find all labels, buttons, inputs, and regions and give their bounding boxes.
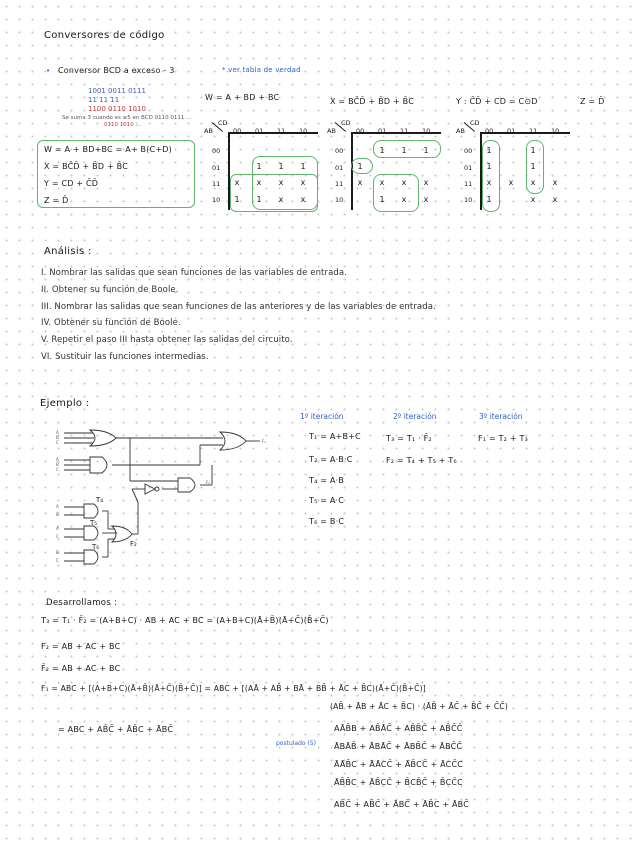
kmap-cell: x (423, 195, 429, 204)
and-gate-t6 (84, 550, 98, 564)
bcd-row-1: 1001 0011 0111 (88, 87, 146, 95)
kmap-cell: x (357, 178, 363, 187)
kmap-cell: 1 (234, 195, 240, 204)
result-row-4: ĀB̄B̄C + ĀB̄CC̄ + B̄CB̄C̄ + B̄CC̄C (334, 778, 463, 787)
analysis-step: II. Obtener su función de Boole. (41, 284, 179, 295)
kmap-cell: 1 (256, 195, 262, 204)
develop-line-3: F̄₂ = AB + AC + BC (41, 664, 121, 673)
kmap-row: 00 (212, 147, 221, 155)
kmap-cell: 1 (423, 146, 429, 155)
analysis-steps (41, 268, 436, 369)
kmap-col: 11 (529, 127, 538, 135)
iteration-1-heading: 1º iteración (300, 412, 344, 421)
result-row-1: AĀB̄B + AB̄ĀC̄ + AB̄B̄C̄ + AB̄C̄C̄ (334, 724, 463, 733)
kmap-row: 01 (335, 164, 344, 172)
kmap-cell: x (278, 178, 284, 187)
and-gate-t5 (84, 526, 98, 540)
develop-line-5: (AB̄ + ĀB + ĀC + B̄C) · (ĀB̄ + ĀC̄ + B̄C̄ + C̄C̄) (330, 702, 509, 711)
svg-text:B: B (56, 462, 59, 467)
bcd-caption: Se suma 3 cuando es ≥5 en BCD 0110 0111 ... (62, 115, 192, 121)
analysis-step: I. Nombrar las salidas que sean funciones de las variables de entrada. (41, 268, 347, 278)
kmap-cell: 1 (379, 195, 385, 204)
eq-t2: T₂ = A·B·C (309, 455, 353, 464)
kmap-cell: 1 (486, 195, 492, 204)
label-f2: F₂ (130, 540, 137, 548)
analysis-step: VI. Sustituir las funciones intermedias. (41, 351, 209, 362)
kmap-col: 00 (233, 127, 242, 135)
kmap-cell: 1 (486, 162, 492, 171)
kmap-group (373, 174, 419, 212)
equation-x: X = BC̄D̄ + B̄D + B̄C (44, 162, 129, 171)
kmap-row: 11 (212, 180, 221, 188)
kmap-cell: 1 (530, 162, 536, 171)
kmap-cell: x (423, 178, 429, 187)
kmap-col: 00 (485, 127, 494, 135)
develop-line-4: F₁ = ABC + [(A+B+C)(Ā+B̄)(Ā+C̄)(B̄+C̄)] = ABC + [(AĀ + AB̄ + BĀ + BB̄ + ĀC + B̄C)(Ā+C̄)(B̄+C̄)] (41, 684, 426, 693)
label-t5: T₅ (90, 519, 98, 527)
kmap-x (323, 118, 443, 210)
eq-f1: F₁ = T₂ + T₃ (478, 434, 528, 443)
kmap-cell: 1 (278, 162, 284, 171)
kmap-cell: x (530, 178, 536, 187)
svg-text:B: B (56, 550, 59, 555)
kmap-cell: 1 (401, 146, 407, 155)
label-out-f2: F₂ (206, 480, 210, 485)
label-t6: T₆ (92, 543, 100, 551)
and-gate-t2 (64, 457, 107, 473)
iteration-3-heading: 3º iteración (479, 412, 523, 421)
example-title: Ejemplo : (40, 398, 90, 409)
iteration-2-heading: 2º iteración (393, 412, 437, 421)
kmap-cell: x (379, 178, 385, 187)
kmap-col: 10 (422, 127, 431, 135)
svg-text:A: A (56, 504, 59, 509)
kmap-cell: x (278, 195, 284, 204)
kmap-group (373, 140, 441, 158)
kmap-cell: x (486, 178, 492, 187)
develop-line-2: F₂ = AB + AC + BC (41, 642, 121, 651)
and-gate-t4 (84, 504, 98, 518)
analysis-step: III. Nombrar las salidas que sean funciones de las anteriores y de las variables de entrada. (41, 301, 436, 312)
kmap-cell: x (234, 178, 240, 187)
eq-t6: T₆ = B·C (309, 517, 345, 526)
kmap-cell: 1 (486, 146, 492, 155)
label-t4: T₄ (96, 496, 104, 504)
develop-line-6: = ABC + AB̄C̄ + ĀB̄C + ĀBC̄ (58, 725, 174, 734)
see-table-note: * ver tabla de verdad (222, 66, 301, 74)
analysis-title: Análisis : (44, 246, 92, 257)
result-row-5: AB̄C̄ + AB̄C̄ + ĀBC̄ + ĀB̄C + ĀBC̄ (334, 800, 470, 809)
kmap-cell: x (300, 195, 306, 204)
kmap-z-title: Z = D̄ (580, 97, 605, 106)
kmap-y (452, 118, 572, 210)
kmap-w-title: W = A + BD + BC (205, 93, 280, 102)
page-title: Conversores de código (44, 30, 165, 41)
kmap-ab-label: AB (204, 127, 213, 135)
kmap-cell: 1 (379, 146, 385, 155)
not-gate (145, 484, 155, 494)
result-row-2: ĀBĀB̄ + ĀBĀC̄ + ĀBB̄C̄ + ĀBC̄C̄ (334, 742, 463, 751)
kmap-col: 11 (400, 127, 409, 135)
kmap-col: 01 (255, 127, 264, 135)
kmap-group (351, 158, 373, 174)
eq-t5: T₅ = A·C (309, 496, 345, 505)
kmap-cell: x (552, 178, 558, 187)
or-gate-f2 (112, 526, 132, 542)
kmap-cell: x (401, 195, 407, 204)
input-labels (56, 430, 59, 563)
equation-y: Y = CD + C̄D̄ (44, 179, 99, 188)
kmap-group (526, 140, 544, 194)
kmap-row: 11 (335, 180, 344, 188)
svg-text:C: C (56, 558, 59, 563)
kmap-cell: 1 (300, 162, 306, 171)
develop-line-1: T₃ = T₁ · F̄₂ = (A+B+C) · AB + AC + BC = (A+B+C)(Ā+B̄)(Ā+C̄)(B̄+C̄) (41, 616, 329, 625)
kmap-col: 10 (551, 127, 560, 135)
equation-z: Z = D̄ (44, 196, 69, 205)
kmap-ab-label: AB (327, 127, 336, 135)
bcd-row-3: 1100 0110 1010 (88, 105, 146, 113)
kmap-group (252, 156, 318, 210)
kmap-ab-label: AB (456, 127, 465, 135)
eq-t4: T₄ = A·B (309, 476, 344, 485)
or-gate-t1 (64, 430, 116, 446)
svg-text:A: A (56, 430, 59, 435)
bullet-text: Conversor BCD a exceso - 3 (58, 66, 175, 75)
kmap-cell: x (401, 178, 407, 187)
kmap-group (482, 140, 500, 212)
result-row-3: ĀĀB̄C + ĀĀCC̄ + ĀB̄CC̄ + ĀCC̄C (334, 760, 464, 769)
kmap-cell: x (256, 178, 262, 187)
kmap-y-title: Y : C̄D̄ + CD = C⊙D (456, 97, 538, 106)
svg-text:B: B (56, 435, 59, 440)
kmap-row: 01 (212, 164, 221, 172)
kmap-cell: x (508, 178, 514, 187)
svg-text:C: C (56, 440, 59, 445)
kmap-row: 10 (212, 196, 221, 204)
develop-title: Desarrollamos : (46, 598, 118, 608)
svg-text:A: A (56, 526, 59, 531)
svg-text:C: C (56, 534, 59, 539)
kmap-col: 01 (378, 127, 387, 135)
label-out-f1: F₁ (262, 439, 266, 444)
kmap-cell: 1 (357, 162, 363, 171)
kmap-row: 00 (464, 147, 473, 155)
kmap-cd-label: CD (341, 119, 351, 127)
kmap-col: 00 (356, 127, 365, 135)
kmap-cell: x (552, 195, 558, 204)
kmap-w (200, 118, 320, 210)
kmap-cell: 1 (256, 162, 262, 171)
bullet-icon: • (46, 67, 51, 75)
kmap-row: 10 (464, 196, 473, 204)
kmap-col: 10 (299, 127, 308, 135)
kmap-row: 01 (464, 164, 473, 172)
bcd-caption-2: 0110 1010 ... (104, 122, 141, 128)
bcd-table (88, 87, 146, 114)
kmap-cell: x (530, 195, 536, 204)
kmap-cell: 1 (530, 146, 536, 155)
and-gate-t3 (178, 478, 195, 492)
eq-t1: T₁ = A+B+C (309, 432, 361, 441)
kmap-col: 11 (277, 127, 286, 135)
equation-w: W = A + BD+BC = A+ B(C+D) (44, 145, 172, 154)
kmap-row: 11 (464, 180, 473, 188)
eq-t3: T₃ = T₁ · F̄₂ (386, 434, 432, 443)
bcd-row-2: 11 11 11 (88, 96, 120, 104)
kmap-col: 01 (507, 127, 516, 135)
svg-text:C: C (56, 467, 59, 472)
kmap-cd-label: CD (218, 119, 228, 127)
analysis-step: V. Repetir el paso III hasta obtener las salidas del circuito. (41, 335, 293, 346)
kmap-cd-label: CD (470, 119, 480, 127)
kmap-x-title: X = BC̄D̄ + B̄D + B̄C (330, 97, 415, 106)
logic-circuit (50, 422, 280, 577)
svg-text:B: B (56, 512, 59, 517)
kmap-row: 00 (335, 147, 344, 155)
kmap-row: 10 (335, 196, 344, 204)
svg-text:A: A (56, 457, 59, 462)
postulado-note: postulado (5) (276, 740, 316, 747)
eq-f2: F₂ = T₄ + T₅ + T₆ (386, 456, 457, 465)
or-gate-f1 (220, 432, 246, 450)
analysis-step: IV. Obtener su función de Boole. (41, 318, 181, 329)
kmap-cell: x (300, 178, 306, 187)
